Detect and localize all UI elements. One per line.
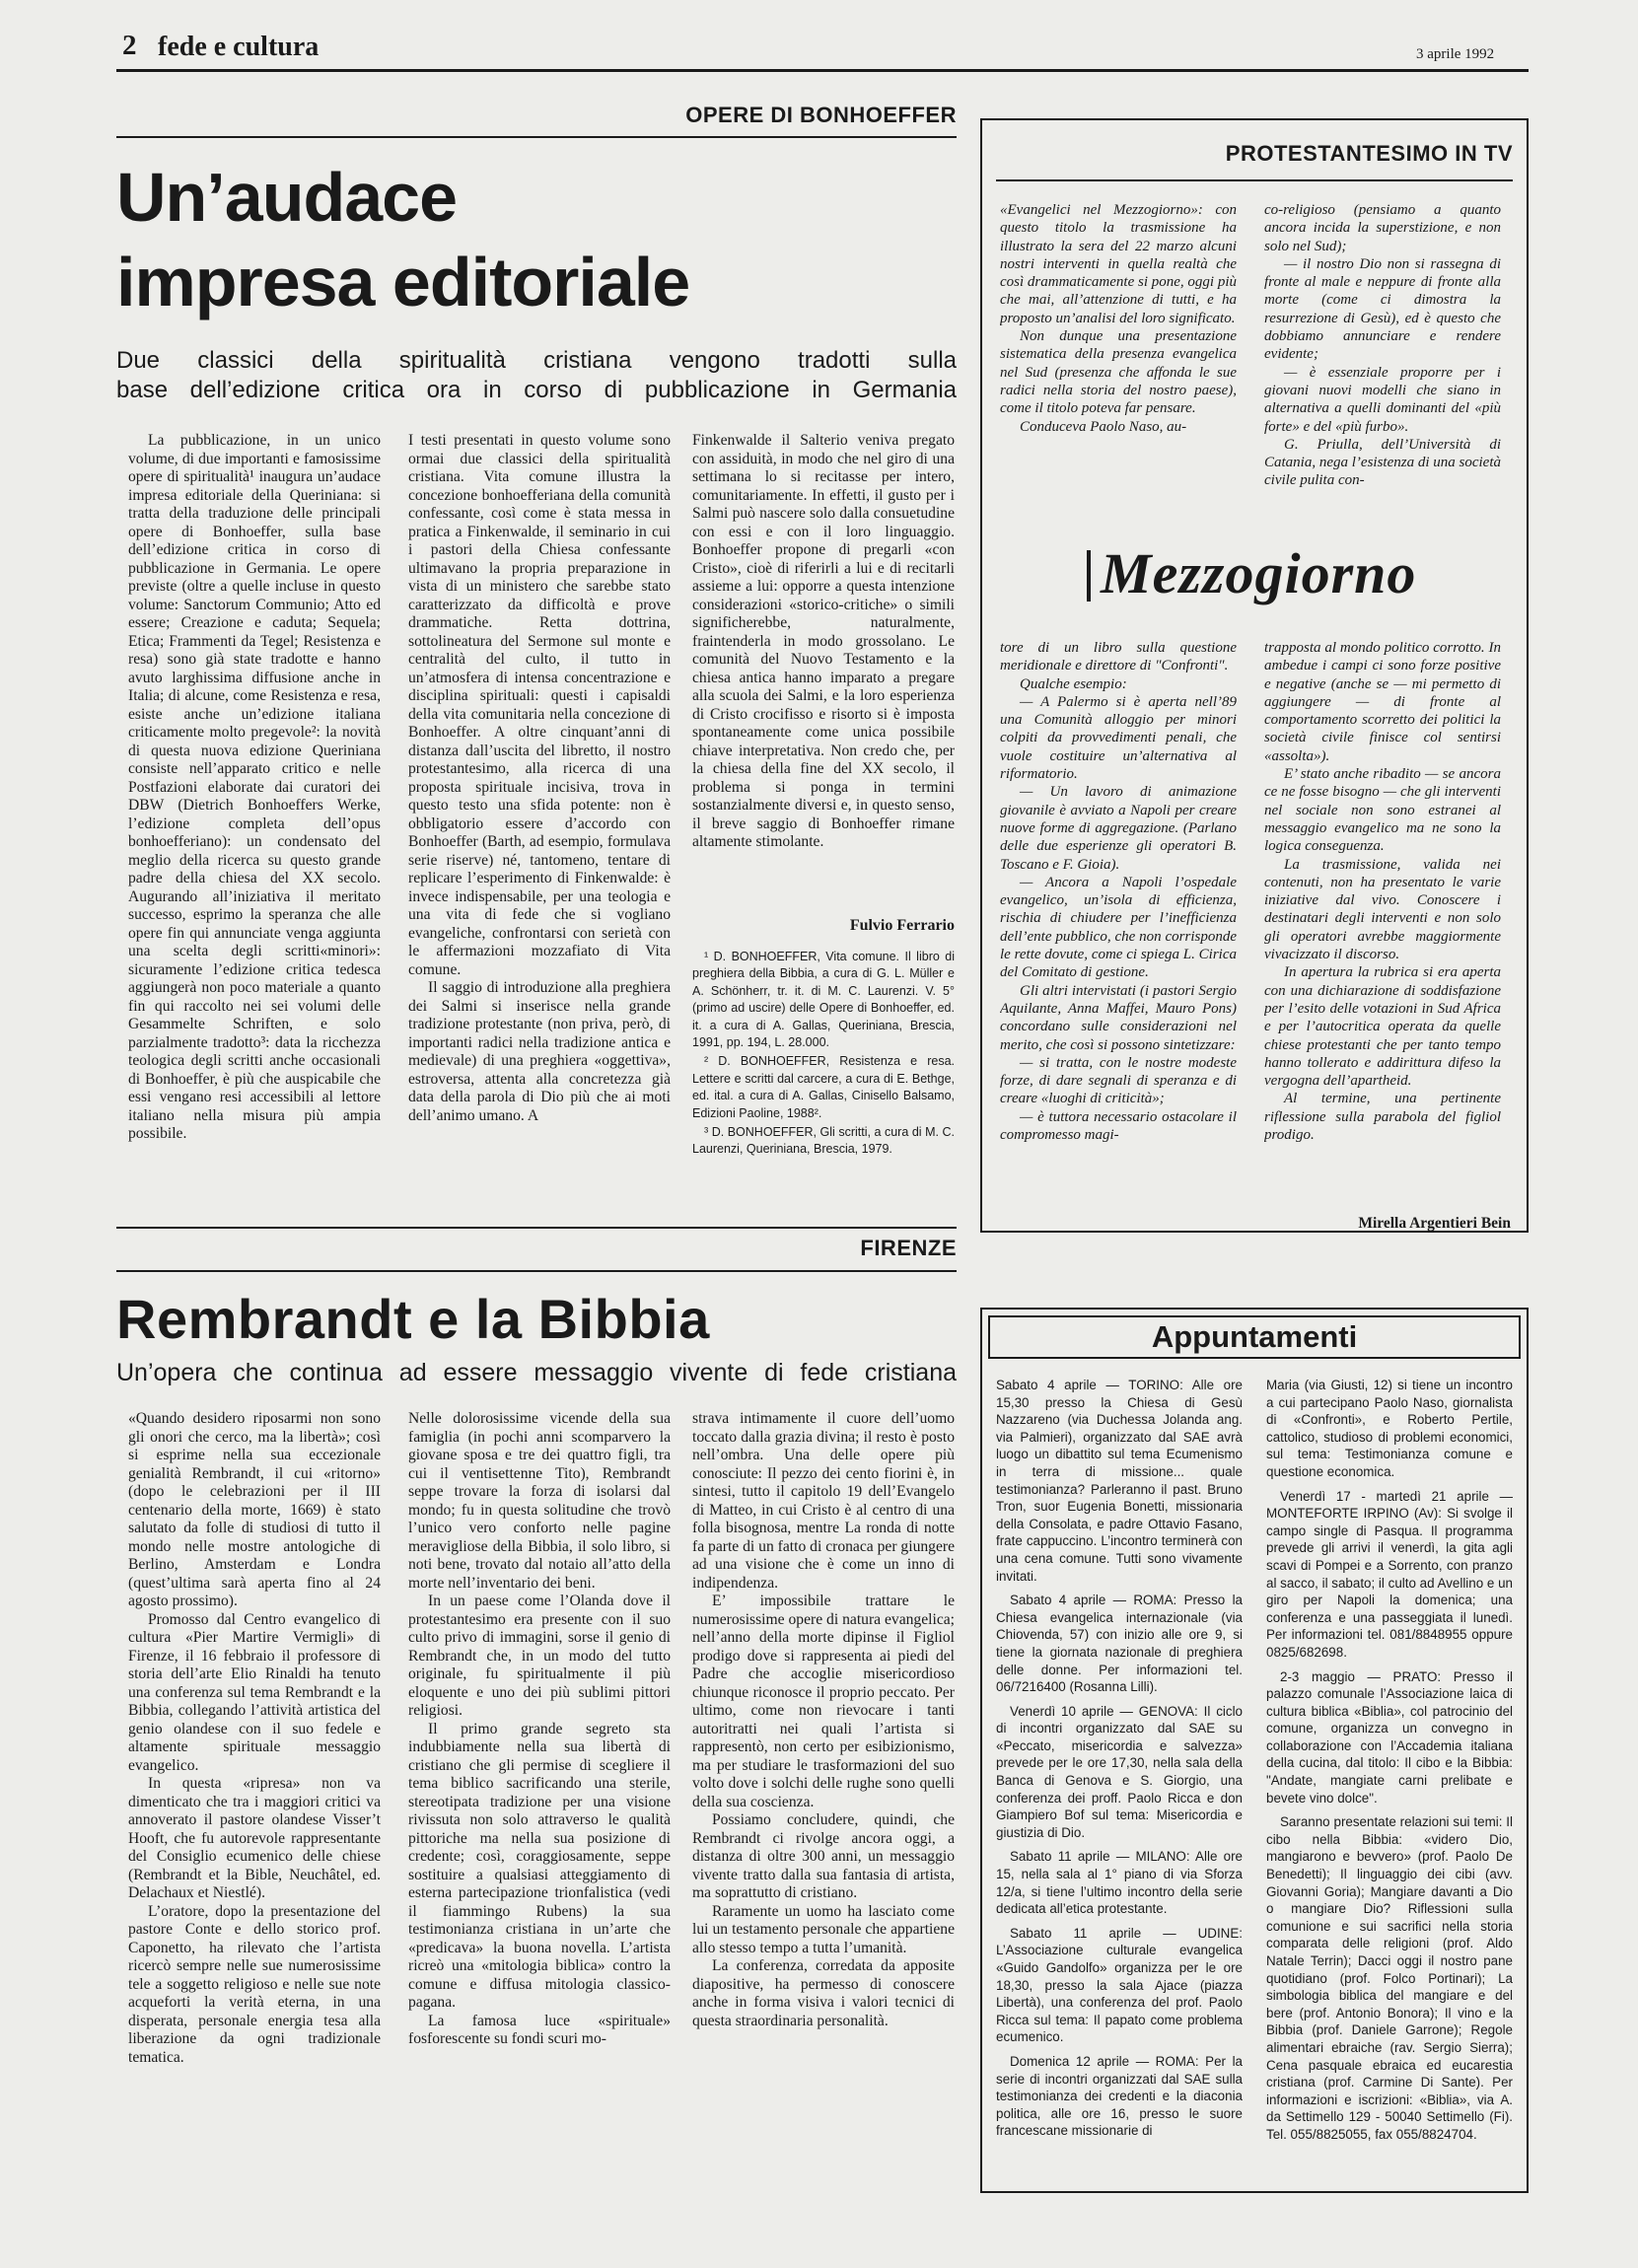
article2-kicker: FIRENZE <box>860 1236 957 1260</box>
appuntamenti-column-1 <box>996 1377 1243 2177</box>
paragraph: — Ancora a Napoli l’ospedale evangelico, un’isola di efficienza, rischia di chiudere per l’inefficienza dell’ente pubblico, che non corrisponde le rette dovute, come ci spiega L. Cirica del Comitato di gestione. <box>1000 874 1237 981</box>
paragraph: La trasmissione, valida nei contenuti, non ha presentato le varie iniziative dal vivo. Conoscere i destinatari degli interventi e non solo gli operatori avrebbe maggiormente vivacizzato il discorso. <box>1264 856 1501 963</box>
paragraph: Venerdì 17 - martedì 21 aprile — MONTEFORTE IRPINO (Av): Si svolge il campo single di Pasqua. Il programma prevede gli arrivi il venerdì, la gita agli scavi di Pompei e a Sorrento, con pranzo al sacco, il sabato; il culto ad Avellino e un giro per Napoli la domenica; una conferenza e una passeggiata il lunedì. Per informazioni tel. 081/8848955 oppure 0825/682698. <box>1266 1488 1513 1660</box>
paragraph: In un paese come l’Olanda dove il protestantesimo era presente con il suo culto privo di immagini, sorse il genio di Rembrandt che, in un modo del tutto originale, fu spiritualmente il più eloquente e uno dei più sublimi pittori religiosi. <box>408 1593 671 1719</box>
paragraph: E’ impossibile trattare le numerosissime opere di natura evangelica; nell’anno della morte dipinse il Figliol prodigo dove si rappresenta ai piedi del Padre che accoglie misericordioso chiunque riconosce il proprio peccato. Per ultimo, come non rievocare i tanti autoritratti nei quali l’artista si rappresentò, non certo per esibizionismo, ma per studiare le trasformazioni del suo volto dove i solchi delle rughe sono quelli della sua coscienza. <box>692 1593 955 1810</box>
mezzogiorno-word: Mezzogiorno <box>1101 541 1417 605</box>
tv-sidebar-heading: PROTESTANTESIMO IN TV <box>1225 141 1513 166</box>
tv-sidebar-top-left <box>1000 201 1237 532</box>
paragraph: Il saggio di introduzione alla preghiera dei Salmi si inserisce nella grande tradizione protestante (non priva, però, di importanti radici nella tradizione antica e medievale) di una preghiera «oggettiva», estroversa, attenta alla concretezza già data della parola di Dio più che ai moti dell’animo umano. A <box>408 979 671 1124</box>
paragraph: Venerdì 10 aprile — GENOVA: Il ciclo di incontri organizzato dal SAE su «Peccato, misericordia e salvezza» prevede per le ore 17,30, nella sala della Banca di Genova e S. Giorgio, una conferenza dei proff. Paolo Ricca e don Giampiero Bof sul tema: Misericordia e giustizia di Dio. <box>996 1703 1243 1840</box>
display-bar-mark <box>1087 550 1091 602</box>
paragraph: Maria (via Giusti, 12) si tiene un incontro a cui partecipano Paolo Naso, giornalista di «Confronti», e Roberto Pertile, cattolico, studioso di problemi economici, sul tema: Testimonianza comune e questione economica. <box>1266 1378 1513 1479</box>
paragraph: — Un lavoro di animazione giovanile è avviato a Napoli per creare nuove forme di aggregazione. (Parlano delle due esperienze gli operatori B. Toscano e F. Gioia). <box>1000 784 1237 873</box>
footnote-1: ¹ D. BONHOEFFER, Vita comune. Il libro di preghiera della Bibbia, a cura di G. L. Müller e A. Schönherr, tr. it. di M. C. Laurenzi. V. 5° (primo ad uscire) delle Opere di Bonhoeffer, ed. it. a cura di A. Gallas, Queriniana, Brescia, 1991, pp. 194, L. 28.000. <box>692 950 955 1050</box>
paragraph: 2-3 maggio — PRATO: Presso il palazzo comunale l’Associazione laica di cultura biblica «Biblia», col patrocinio del comune, organizza un convegno in collaborazione con l’Accademia italiana della cucina, dal titolo: Il cibo e la Bibbia: "Andate, mangiate carni prelibate e bevete vino dolce". <box>1266 1668 1513 1806</box>
paragraph: Gli altri intervistati (i pastori Sergio Aquilante, Anna Maffei, Mauro Pons) concordano sulle considerazioni nel merito, che così si possono sintetizzare: <box>1000 982 1237 1053</box>
paragraph: Qualche esempio: <box>1020 675 1127 692</box>
paragraph: Saranno presentate relazioni sui temi: Il cibo nella Bibbia: «videro Dio, mangiarono e bevvero» (prof. Paolo De Benedetti); Il linguaggio dei cibi (avv. Giovanni Goria); Mangiare davanti a Dio o mangiare Dio? Riflessioni sulla comunione e sui sacrifici nella storia comparata delle religioni (prof. Aldo Natale Terrin); Dacci oggi il nostro pane quotidiano (prof. Folco Portinari); La simbologia biblica del mangiare e del bere (prof. Antonio Bonora); Il vino e la Bibbia (prof. Daniele Garrone); Regole alimentari ebraiche (rav. Sergio Sierra); Cena pasquale ebraica ed eucarestia cristiana (prof. Carmine Di Sante). Per informazioni e iscrizioni: «Biblia», via A. da Settimello 129 - 50040 Settimello (Fi). Tel. 055/8825055, fax 055/8824704. <box>1266 1814 1513 2142</box>
mezzogiorno-display-title <box>1101 540 1416 606</box>
paragraph: — A Palermo si è aperta nell’89 una Comunità alloggio per minori colpiti da provvedimenti penali, che vuole costituire un’alternativa al riformatorio. <box>1000 693 1237 783</box>
article1-column-1 <box>128 432 381 1211</box>
paragraph: Sabato 11 aprile — MILANO: Alle ore 15, nella sala al 1° piano di via Sforza 12/a, si tiene l’ultimo incontro della serie dedicata all’etica protestante. <box>996 1849 1243 1917</box>
article1-footnotes <box>692 949 955 1161</box>
paragraph: Sabato 4 aprile — TORINO: Alle ore 15,30 presso la Chiesa di Gesù Nazzareno (via Duchessa Jolanda ang. via Palmieri), organizzato dal SAE avrà luogo un dibattito sul tema Ecumenismo in terra di missione... quale testimonianza? Parleranno il past. Bruno Tron, suor Eugenia Bonetti, missionaria della Consolata, e padre Ottavio Fasano, frate cappuccino. L’incontro terminerà con una cena comune. Tutti sono vivamente invitati. <box>996 1378 1243 1584</box>
article2-top-rule <box>116 1270 957 1272</box>
paragraph: In apertura la rubrica si era aperta con una dichiarazione di soddisfazione per l’esito delle votazioni in Sud Africa e per l’autocritica operata da quelle chiese protestanti che per tanto tempo hanno tollerato e addirittura difeso la vergogna dell’apartheid. <box>1264 964 1501 1090</box>
issue-date: 3 aprile 1992 <box>1416 46 1495 62</box>
paragraph: — si tratta, con le nostre modeste forze, di dare segnali di speranza e di creare «luoghi di criticità»; <box>1000 1054 1237 1107</box>
tv-sidebar-bottom-right <box>1264 639 1501 1197</box>
article2-column-2 <box>408 1410 671 2209</box>
paragraph: G. Priulla, dell’Università di Catania, nega l’esistenza di una società civile pulita con- <box>1264 436 1501 489</box>
paragraph: — è essenziale proporre per i giovani nuovi modelli che siano in alternativa a quelli dominanti del «più forte» e del «più furbo». <box>1264 364 1501 435</box>
paragraph: «Quando desidero riposarmi non sono gli onori che cerco, ma la libertà»; così si esprime nella sua eccezionale genialità Rembrandt, il cui «ritorno» (dopo le celebrazioni per il III centenario della morte, 1669) è stato salutato da folle di studiosi di tutto il mondo nelle mostre antologiche di Berlino, Amsterdam e Londra (quest’ultima sarà aperta fino al 24 agosto prossimo). <box>128 1410 381 1609</box>
article1-column-2 <box>408 432 671 1211</box>
article1-col3-text: Finkenwalde il Salterio veniva pregato con assiduità, in modo che nel giro di una settimana lo si recitasse per intero, comunitariamente. In effetti, il gusto per i Salmi può nascere solo dalla consuetudine con essi e con il loro linguaggio. Bonhoeffer propone di pregarli «con Cristo», cioè di riferirli a lui e di recitarli assieme a lui: opporre a questa intenzione considerazioni «storico-critiche» o simili significherebbe, naturalmente, fraintenderla in modo grossolano. Le comunità del Nuovo Testamento e la chiesa antica hanno imparato a pregare alla scuola dei Salmi, e la loro esperienza di Cristo crocifisso e risorto si è imposta spontaneamente come unica possibile chiave interpretativa. Non credo che, per la chiesa della fine del XX secolo, il problema si ponga in termini sostanzialmente diversi e, in questo senso, il breve saggio di Bonhoeffer rimane altamente stimolante. <box>692 432 955 850</box>
article1-author: Fulvio Ferrario <box>849 917 955 934</box>
paragraph: tore di un libro sulla questione meridionale e direttore di "Confronti". <box>1000 640 1237 674</box>
paragraph: Raramente un uomo ha lasciato come lui un testamento personale che appartiene allo stesso tempo a tutta l’umanità. <box>692 1902 955 1956</box>
article1-kicker: OPERE DI BONHOEFFER <box>685 103 957 127</box>
paragraph: Non dunque una presentazione sistematica della presenza evangelica nel Sud (presenza che affonda le sue radici nella storia del nostro paese), come il titolo poteva far pensare. <box>1000 328 1237 417</box>
header-rule <box>116 69 1529 72</box>
tv-sidebar-top-right <box>1264 201 1501 532</box>
paragraph: La famosa luce «spirituale» fosforescente su fondi scuri mo- <box>408 2012 671 2047</box>
paragraph: Al termine, una pertinente riflessione sulla parabola del figliol prodigo. <box>1264 1091 1501 1144</box>
appuntamenti-column-2 <box>1266 1377 1513 2177</box>
paragraph: Il primo grande segreto sta indubbiamente nella sua libertà di cristiano che gli permise di scegliere il tema biblico sacrificando una sterile, stereotipata tradizione per una visione rivissuta non solo attraverso le qualità pittoriche ma nella sua posizione di credente; così, coraggiosamente, seppe sostituire a qualsiasi atteggiamento di esterna partecipazione trionfalistica (vedi il fiammingo Rubens) la sua testimonianza cristiana in un’arte che «predicava» la buona novella. L’artista ricreò una «mitologia biblica» contro la comune e diffusa mitologia classico-pagana. <box>408 1720 671 2011</box>
paragraph: «Evangelici nel Mezzogiorno»: con questo titolo la trasmissione ha illustrato la sera del 22 marzo alcuni nostri interventi in quella realtà che così drammaticamente si pone, oggi più che mai, all’attenzione di tutti, e ha proposto un’analisi del loro significato. <box>1000 202 1237 326</box>
paragraph: I testi presentati in questo volume sono ormai due classici della spiritualità cristiana. Vita comune illustra la concezione bonhoefferiana della comunità confessante, così come è stata messa in pratica a Finkenwalde, il seminario in cui i pastori della Chiesa confessante ultimavano la propria preparazione in vista di un ministero che sarebbe stato caratterizzato da difficoltà e prove drammatiche. Retta dottrina, sottolineatura del Sermone sul monte e centralità del culto, il tutto in un’atmosfera di intensa concentrazione e disciplina spirituali: questi i capisaldi della vita comunitaria nella concezione di Bonhoeffer. A oltre cinquant’anni di distanza dall’uscita del libretto, il nostro protestantesimo, alla ricerca di una proposta spirituale incisiva, trova in questo testo una sfida potente: non è obbligatorio essere d’accordo con Bonhoeffer (Barth, ad esempio, formulava serie riserve) né, tantomeno, tentare di replicare l’esperimento di Finkenwalde: è invece indispensabile, per una teologia e una vita di fede che si vogliano evangeliche, confrontarsi con serietà con le affermazioni mozzafiato di Vita comune. <box>408 432 671 978</box>
article1-title-line2: impresa editoriale <box>116 244 690 320</box>
article1-bottom-rule <box>116 1227 957 1229</box>
article1-subtitle-line1: Due classici della spiritualità cristiana vengono tradotti sulla <box>116 347 957 374</box>
appuntamenti-heading: Appuntamenti <box>1151 1319 1358 1354</box>
paragraph: — è tuttora necessario ostacolare il compromesso magi- <box>1000 1108 1237 1144</box>
footnote-3: ³ D. BONHOEFFER, Gli scritti, a cura di M. C. Laurenzi, Queriniana, Brescia, 1979. <box>692 1125 955 1157</box>
article2-title: Rembrandt e la Bibbia <box>116 1288 710 1350</box>
paragraph: L’oratore, dopo la presentazione del pastore Conte e dello storico prof. Caponetto, ha rilevato che l’artista ricercò sempre nelle sue numerosissime tele a soggetto religioso e nelle sue note acqueforti la verità eterna, in una disperata, personale energia tesa alla liberazione da ogni tradizionale tematica. <box>128 1902 381 2066</box>
paragraph: Promosso dal Centro evangelico di cultura «Pier Martire Vermigli» di Firenze, il 16 febbraio il professore di storia dell’arte Elio Rinaldi ha tenuto una conferenza sul tema Rembrandt e la Bibbia, collegando l’attività artistica del genio olandese con il suo fedele e altamente spirituale messaggio evangelico. <box>128 1610 381 1774</box>
page-number: 2 <box>122 30 137 61</box>
article2-column-3 <box>692 1410 955 2209</box>
paragraph: trapposta al mondo politico corrotto. In ambedue i campi ci sono forze positive e negative (anche se — mi permetto di aggiungere — di fronte al comportamento scorretto dei politici la società civile finisce col sentirsi «assolta»). <box>1264 640 1501 764</box>
article1-subtitle-line2: base dell’edizione critica ora in corso di pubblicazione in Germania <box>116 377 957 403</box>
paragraph: Sabato 11 aprile — UDINE: L’Associazione culturale evangelica «Guido Gandolfo» organizza per le ore 18,30, presso la sala Ajace (piazza Libertà), una conferenza del prof. Paolo Ricca sul tema: Il papato come problema ecumenico. <box>996 1925 1243 2045</box>
section-name: fede e cultura <box>158 32 320 62</box>
article1-top-rule <box>116 136 957 138</box>
paragraph: La conferenza, corredata da apposite diapositive, ha permesso di conoscere anche in forma visiva i valori tecnici di questa straordinaria personalità. <box>692 1957 955 2029</box>
tv-sidebar-bottom-left <box>1000 639 1237 1211</box>
article2-subtitle: Un’opera che continua ad essere messaggio vivente di fede cristiana <box>116 1359 957 1386</box>
article1-column-3 <box>692 432 955 905</box>
paragraph: In questa «ripresa» non va dimenticato che tra i maggiori critici va annoverato il pastore olandese Visser’t Hooft, che fu autorevole rappresentante del Consiglio ecumenico delle chiese (Rembrandt et la Bible, Neuchâtel, ed. Delachaux et Niestlé). <box>128 1775 381 1901</box>
paragraph: Domenica 12 aprile — ROMA: Per la serie di incontri organizzati dal SAE sulla testimonianza dei credenti e la diaconia politica, alle ore 16, presso le suore francescane missionarie di <box>996 2053 1243 2139</box>
article2-column-1 <box>128 1410 381 2209</box>
article1-col1-text: La pubblicazione, in un unico volume, di due importanti e famosissime opere di spiritualità¹ inaugura un’audace impresa editoriale della Queriniana: si tratta della traduzione delle principali opere di Bonhoeffer, sulla base dell’edizione critica in corso di pubblicazione in Germania. Le opere previste (oltre a quelle incluse in questo volume: Sanctorum Communio; Atto ed essere; Creazione e caduta; Sequela; Etica; Frammenti da Tegel; Resistenza e resa) sono già state tradotte e hanno avuto larghissima diffusione anche in Italia; di alcune, come Resistenza e resa, esiste anche un’edizione italiana criticamente molto pregevole²: la novità di questa nuova edizione Queriniana consiste nell’apparato critico e nelle Postfazioni elaborate dai curatori dei DBW (Dietrich Bonhoeffers Werke, l’edizione completa dell’opus bonhoefferiano): un condensato del meglio della ricerca su questo grande padre della chiesa del XX secolo. Augurando all’iniziativa il meritato successo, esprimo la speranza che alle opere fin qui annunciate venga aggiunta una scelta degli scritti«minori»: sicuramente l’edizione critica tedesca aggiungerà non poco materiale a quanto fin qui raccolto nei sei volumi delle Gesammelte Schriften, e solo parzialmente tradotto³: data la ricchezza teologica degli scritti anche occasionali di Bonhoeffer, è più che auspicabile che essi vengano resi accessibili al lettore italiano nella misura più ampia possibile. <box>128 432 381 1142</box>
paragraph: Conduceva Paolo Naso, au- <box>1020 418 1187 435</box>
paragraph: Possiamo concludere, quindi, che Rembrandt ci rivolge ancora oggi, a distanza di oltre 300 anni, un messaggio vivente tratto dalla sua fantasia di artista, ma soprattutto di cristiano. <box>692 1811 955 1901</box>
paragraph: — il nostro Dio non si rassegna di fronte al male e neppure di fronte alla morte (come ci dimostra la resurrezione di Gesù), ed è questo che dobbiamo annunciare e rendere evidente; <box>1264 255 1501 363</box>
paragraph: strava intimamente il cuore dell’uomo toccato dalla grazia divina; il resto è posto nell’ombra. Una delle opere più conosciute: Il pezzo dei cento fiorini è, in sintesi, tutto il capitolo 19 dell’Evangelo di Matteo, in cui Cristo è al centro di una folla bisognosa, mentre La ronda di notte fa parte di un fatto di cronaca per giungere ad una visione che è come un inno di indipendenza. <box>692 1410 955 1592</box>
article1-title-line1: Un’audace <box>116 159 457 236</box>
tv-sidebar-heading-rule <box>996 179 1513 181</box>
footnote-2: ² D. BONHOEFFER, Resistenza e resa. Lettere e scritti dal carcere, a cura di E. Bethge, ed. ital. a cura di A. Gallas, Cinisello Balsamo, Edizioni Paoline, 1988². <box>692 1054 955 1120</box>
tv-sidebar-author: Mirella Argentieri Bein <box>1358 1215 1511 1232</box>
paragraph: co-religioso (pensiamo a quanto ancora incida la superstizione, e non solo nel Sud); <box>1264 202 1501 254</box>
paragraph: Sabato 4 aprile — ROMA: Presso la Chiesa evangelica internazionale (via Chiovenda, 57) con inizio alle ore 9, si tiene la giornata nazionale di preghiera delle donne. Per informazioni tel. 06/7216400 (Rosanna Lilli). <box>996 1593 1243 1695</box>
paragraph: Nelle dolorosissime vicende della sua famiglia (in pochi anni scomparvero la giovane sposa e tre dei quattro figli, tra cui il ventisettenne Tito), Rembrandt seppe trovare la forza di isolarsi dal mondo; fu in questa solitudine che trovò l’unico vero conforto nelle pagine meravigliose della Bibbia, il solo libro, si noti bene, trovato dal notaio all’atto della morte nell’inventario dei beni. <box>408 1410 671 1592</box>
paragraph: E’ stato anche ribadito — se ancora ce ne fosse bisogno — che gli interventi nel sociale non sono estranei al messaggio evangelico ma ne sono la logica conseguenza. <box>1264 766 1501 855</box>
